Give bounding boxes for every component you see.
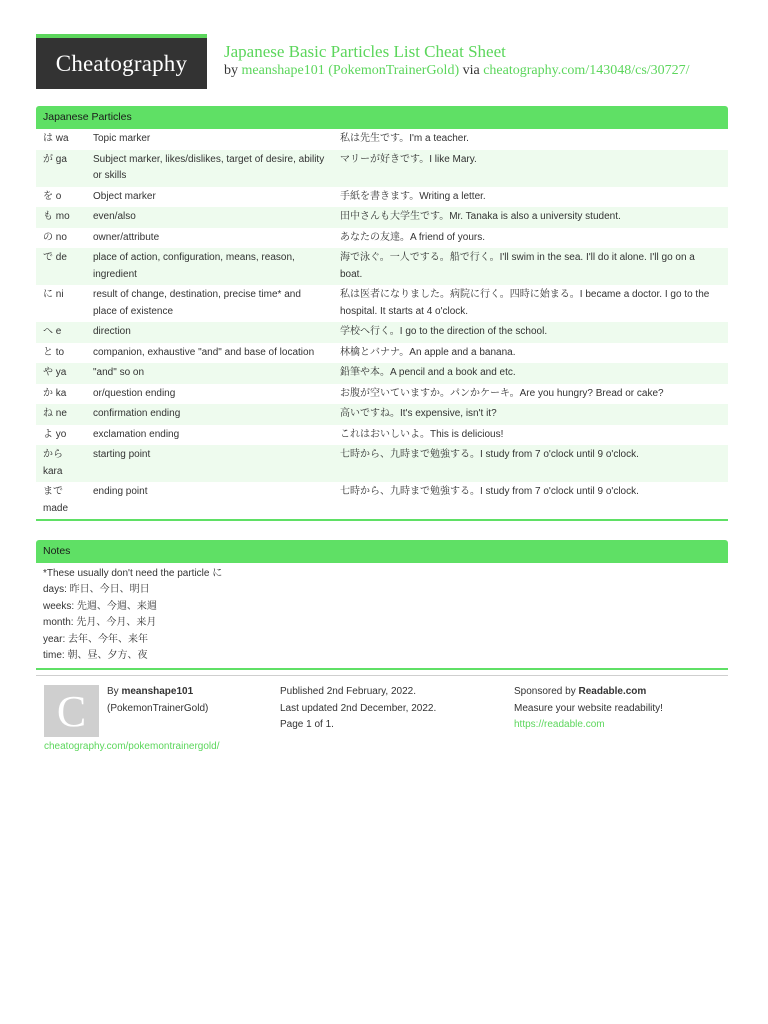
author-avatar[interactable] bbox=[44, 685, 99, 737]
table-row bbox=[36, 404, 728, 425]
note-line: year: 去年、今年、来年 bbox=[43, 633, 149, 645]
cheatography-logo[interactable] bbox=[36, 34, 207, 89]
table-row bbox=[36, 343, 728, 364]
footer-author-handle: (PokemonTrainerGold) bbox=[107, 702, 209, 714]
table-row bbox=[36, 322, 728, 343]
sponsor-tagline: Measure your website readability! bbox=[514, 702, 663, 714]
by-label: by bbox=[224, 63, 238, 78]
particle-cell: や ya bbox=[36, 363, 87, 384]
example-cell: 高いですね。It's expensive, isn't it? bbox=[337, 404, 728, 425]
table-row bbox=[36, 150, 728, 187]
footer-divider bbox=[36, 675, 728, 676]
footer-dates bbox=[280, 684, 436, 734]
note-line: *These usually don't need the particle に bbox=[43, 568, 223, 579]
example-cell: あなたの友達。A friend of yours. bbox=[340, 231, 486, 243]
logo-text: Cheatography bbox=[55, 50, 188, 76]
meaning-cell: even/also bbox=[87, 207, 337, 228]
table-row bbox=[36, 445, 728, 482]
note-line: weeks: 先週、今週、来週 bbox=[43, 600, 157, 612]
meaning-cell: exclamation ending bbox=[93, 428, 180, 440]
particles-table bbox=[36, 129, 728, 519]
particles-section-title: Japanese Particles bbox=[36, 106, 728, 129]
table-row bbox=[36, 482, 728, 519]
sponsor-label: Sponsored by bbox=[514, 686, 576, 697]
meaning-cell: starting point bbox=[87, 445, 337, 482]
meaning-cell: owner/attribute bbox=[93, 231, 160, 243]
notes-section bbox=[36, 540, 728, 670]
example-cell: 七時から、九時まで勉強する。I study from 7 o'clock until 9 o'clock. bbox=[340, 486, 639, 497]
note-line: days: 昨日、今日、明日 bbox=[43, 584, 150, 596]
sponsor-link[interactable]: https://readable.com bbox=[514, 719, 605, 730]
particle-cell: から kara bbox=[36, 445, 87, 482]
notes-body bbox=[36, 563, 728, 670]
table-row bbox=[36, 363, 728, 384]
example-cell: 海で泳ぐ。一人でする。船で行く。I'll swim in the sea. I'll do it alone. I'll go on a boat. bbox=[337, 248, 728, 285]
footer-author bbox=[107, 684, 208, 717]
author-profile-link[interactable]: cheatography.com/pokemontrainergold/ bbox=[44, 741, 220, 752]
meaning-cell: place of action, configuration, means, reason, ingredient bbox=[87, 248, 337, 285]
particle-cell: を o bbox=[43, 190, 62, 202]
note-line: time: 朝、昼、夕方、夜 bbox=[43, 650, 148, 662]
note-line: month: 先月、今月、来月 bbox=[43, 617, 157, 629]
example-cell: 鉛筆や本。A pencil and a book and etc. bbox=[337, 363, 728, 384]
particle-cell: の no bbox=[43, 231, 67, 243]
particle-cell: で de bbox=[36, 248, 87, 285]
published-date: Published 2nd February, 2022. bbox=[280, 686, 417, 697]
example-cell: マリーが好きです。I like Mary. bbox=[337, 150, 728, 187]
meaning-cell: ending point bbox=[93, 486, 148, 497]
particle-cell: よ yo bbox=[43, 428, 67, 440]
example-cell: 手紙を書きます。Writing a letter. bbox=[340, 190, 486, 202]
table-row bbox=[36, 248, 728, 285]
author-link[interactable]: meanshape101 (PokemonTrainerGold) bbox=[241, 63, 460, 78]
particle-cell: ね ne bbox=[36, 404, 87, 425]
meaning-cell: Subject marker, likes/dislikes, target of desire, ability or skills bbox=[87, 150, 337, 187]
example-cell: お腹が空いていますか。パンかケーキ。Are you hungry? Bread or cake? bbox=[340, 387, 664, 399]
particles-section bbox=[36, 106, 728, 521]
example-cell: これはおいしいよ。This is delicious! bbox=[340, 428, 504, 440]
particle-cell: に ni bbox=[43, 289, 64, 300]
meaning-cell: "and" so on bbox=[87, 363, 337, 384]
example-cell: 林檎とバナナ。An apple and a banana. bbox=[340, 346, 516, 358]
sheet-title: Japanese Basic Particles List Cheat Sheet bbox=[224, 42, 506, 61]
particle-cell: も mo bbox=[36, 207, 87, 228]
updated-date: Last updated 2nd December, 2022. bbox=[280, 702, 437, 714]
example-cell: 七時から、九時まで勉強する。I study from 7 o'clock until 9 o'clock. bbox=[337, 445, 728, 482]
table-row bbox=[36, 228, 728, 249]
particle-cell: へ e bbox=[36, 322, 87, 343]
footer-by-label: By bbox=[107, 686, 119, 697]
example-cell: 田中さんも大学生です。Mr. Tanaka is also a university student. bbox=[337, 207, 728, 228]
table-row bbox=[36, 187, 728, 208]
avatar-letter: C bbox=[56, 686, 87, 736]
example-cell: 私は先生です。I'm a teacher. bbox=[340, 133, 469, 144]
footer-sponsor bbox=[514, 684, 663, 734]
meaning-cell: companion, exhaustive "and" and base of location bbox=[93, 346, 315, 358]
example-cell: 私は医者になりました。病院に行く。四時に始まる。I became a doctor. I go to the hospital. It starts at 4 o'clock. bbox=[340, 289, 710, 317]
particle-cell: か ka bbox=[43, 387, 67, 399]
table-row bbox=[36, 425, 728, 446]
table-row bbox=[36, 384, 728, 405]
via-label: via bbox=[462, 63, 480, 78]
table-row bbox=[36, 129, 728, 150]
meaning-cell: result of change, destination, precise time* and place of existence bbox=[93, 289, 301, 317]
example-cell: 学校へ行く。I go to the direction of the school. bbox=[337, 322, 728, 343]
sponsor-name[interactable]: Readable.com bbox=[578, 686, 647, 697]
sheet-byline bbox=[224, 63, 690, 79]
particle-cell: と to bbox=[43, 346, 65, 358]
footer-author-name[interactable]: meanshape101 bbox=[121, 686, 194, 697]
meaning-cell: Topic marker bbox=[93, 133, 151, 144]
sheet-url-link[interactable]: cheatography.com/143048/cs/30727/ bbox=[483, 63, 690, 78]
page-count: Page 1 of 1. bbox=[280, 719, 334, 730]
table-row bbox=[36, 285, 728, 322]
particle-cell: は wa bbox=[43, 133, 69, 144]
meaning-cell: or/question ending bbox=[93, 387, 176, 399]
notes-section-title: Notes bbox=[36, 540, 728, 563]
meaning-cell: Object marker bbox=[93, 190, 156, 202]
meaning-cell: confirmation ending bbox=[87, 404, 337, 425]
particle-cell: まで made bbox=[43, 486, 69, 514]
particle-cell: が ga bbox=[36, 150, 87, 187]
meaning-cell: direction bbox=[87, 322, 337, 343]
table-row bbox=[36, 207, 728, 228]
